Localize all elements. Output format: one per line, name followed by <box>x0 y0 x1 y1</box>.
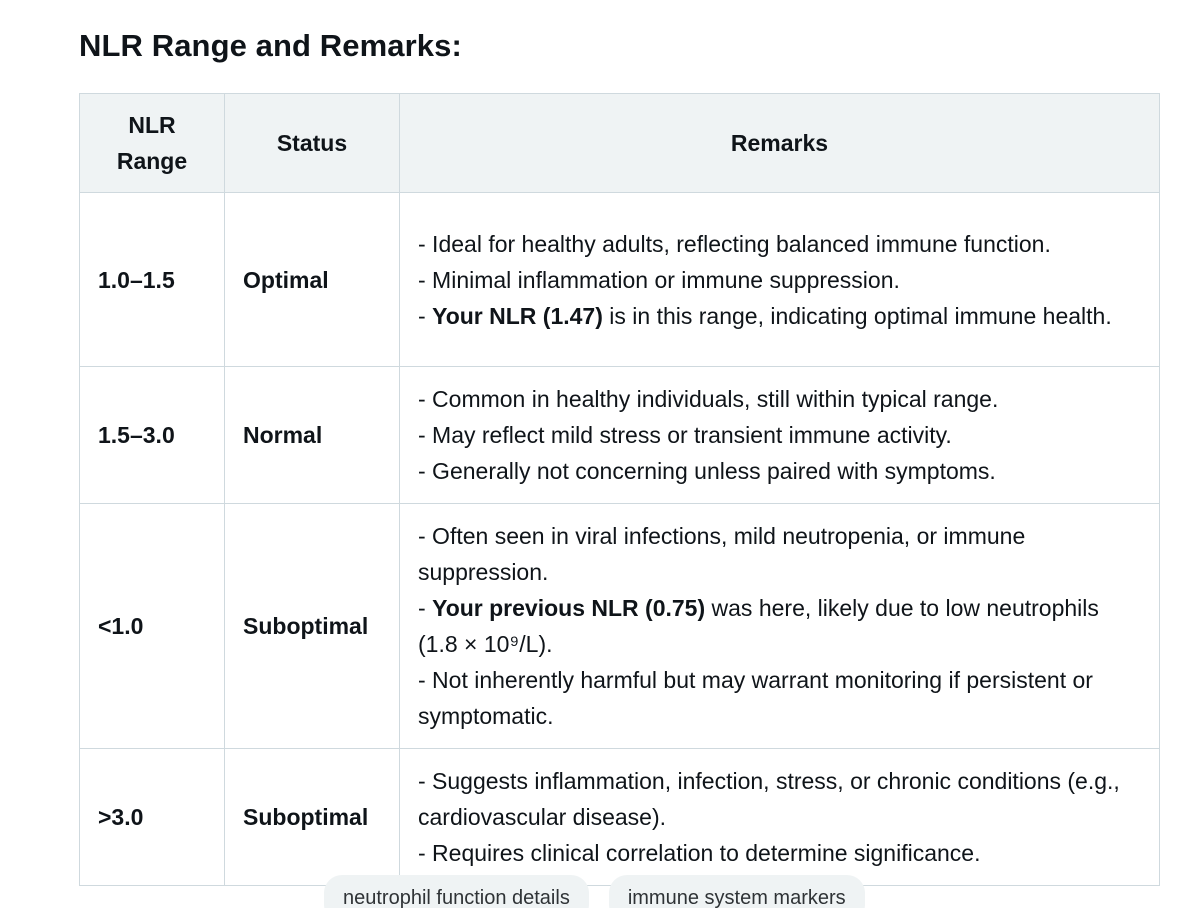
table-row <box>80 749 1160 886</box>
status-cell: Suboptimal <box>225 749 400 886</box>
table-row <box>80 193 1160 367</box>
remark-line: - Your NLR (1.47) is in this range, indicating optimal immune health. <box>418 302 1112 329</box>
remark-line: - Minimal inflammation or immune suppression. <box>418 266 900 293</box>
remark-line: - Your previous NLR (0.75) was here, likely due to low neutrophils (1.8 × 10⁹/L). <box>418 595 1099 657</box>
remark-line: - Suggests inflammation, infection, stress, or chronic conditions (e.g., cardiovascular disease). <box>418 768 1120 830</box>
section-heading: NLR Range and Remarks: <box>79 28 462 63</box>
remarks-cell <box>400 193 1160 367</box>
remarks-cell <box>400 504 1160 749</box>
table-row <box>80 504 1160 749</box>
remark-line: - Requires clinical correlation to determine significance. <box>418 840 981 866</box>
range-cell: 1.0–1.5 <box>80 193 225 367</box>
range-cell: >3.0 <box>80 749 225 886</box>
highlight-your-nlr: Your NLR (1.47) <box>432 302 603 329</box>
header-remarks: Remarks <box>400 94 1160 193</box>
table-row <box>80 367 1160 504</box>
suggestion-chip-immune[interactable]: immune system markers <box>609 875 865 908</box>
range-cell: 1.5–3.0 <box>80 367 225 504</box>
range-cell: <1.0 <box>80 504 225 749</box>
suggestion-chips <box>324 875 865 908</box>
remarks-cell <box>400 749 1160 886</box>
remark-line: - Often seen in viral infections, mild neutropenia, or immune suppression. <box>418 523 1026 585</box>
table-header-row <box>80 94 1160 193</box>
suggestion-chip-neutrophil[interactable]: neutrophil function details <box>324 875 589 908</box>
remark-line: - Generally not concerning unless paired with symptoms. <box>418 458 996 484</box>
remarks-cell <box>400 367 1160 504</box>
status-cell: Suboptimal <box>225 504 400 749</box>
status-cell: Normal <box>225 367 400 504</box>
header-nlr-range: NLR Range <box>80 94 225 193</box>
status-cell: Optimal <box>225 193 400 367</box>
remark-line: - Not inherently harmful but may warrant monitoring if persistent or symptomatic. <box>418 667 1093 729</box>
remark-line: - Ideal for healthy adults, reflecting balanced immune function. <box>418 230 1051 257</box>
highlight-previous-nlr: Your previous NLR (0.75) <box>432 595 706 621</box>
nlr-table <box>79 93 1160 886</box>
header-status: Status <box>225 94 400 193</box>
remark-line: - Common in healthy individuals, still within typical range. <box>418 386 999 412</box>
remark-line: - May reflect mild stress or transient immune activity. <box>418 422 952 448</box>
